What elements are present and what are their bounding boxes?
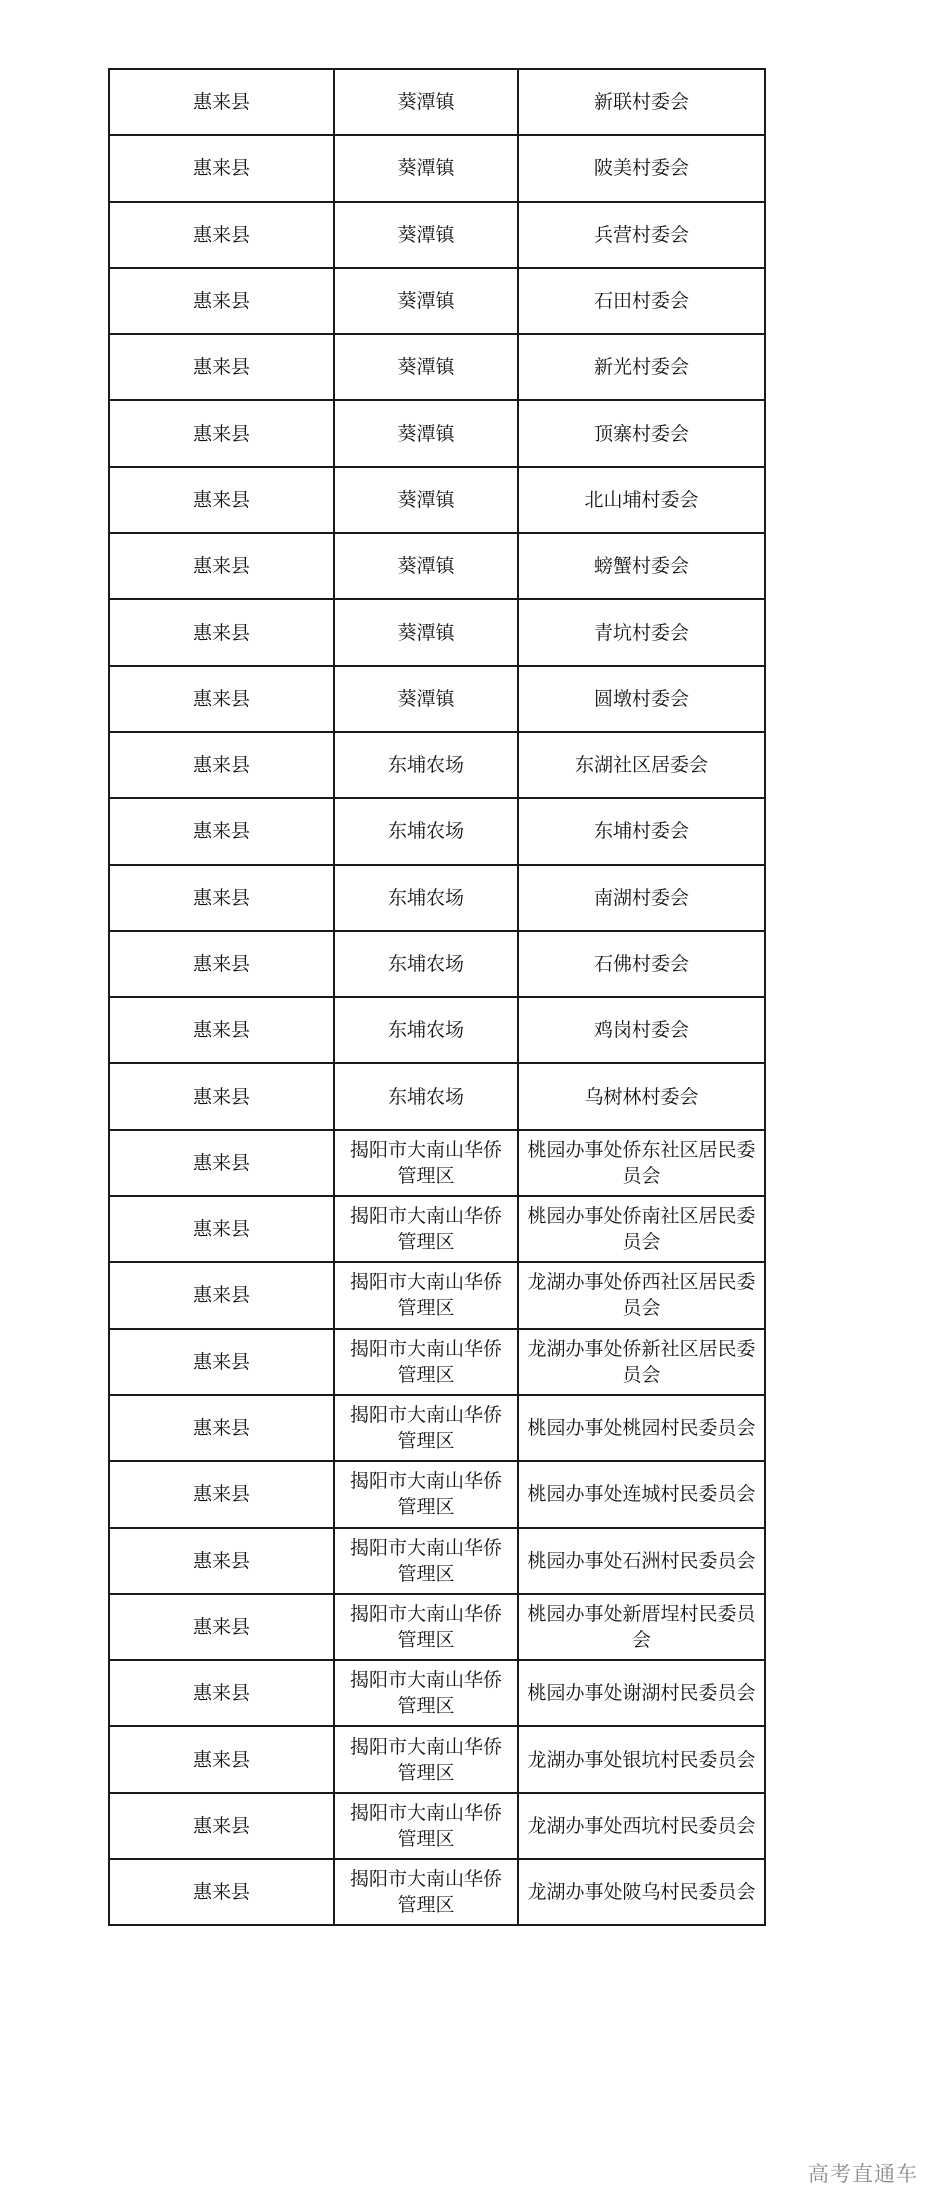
county-cell: 惠来县	[109, 1130, 334, 1196]
county-cell: 惠来县	[109, 334, 334, 400]
table-row	[109, 1660, 765, 1726]
table-row	[109, 798, 765, 864]
table-row	[109, 135, 765, 201]
town-cell: 揭阳市大南山华侨管理区	[334, 1528, 518, 1594]
committee-cell: 桃园办事处石洲村民委员会	[518, 1528, 765, 1594]
county-cell: 惠来县	[109, 1063, 334, 1129]
table-row	[109, 1793, 765, 1859]
committee-cell: 桃园办事处侨东社区居民委员会	[518, 1130, 765, 1196]
town-cell: 东埔农场	[334, 865, 518, 931]
county-cell: 惠来县	[109, 533, 334, 599]
committee-cell: 桃园办事处谢湖村民委员会	[518, 1660, 765, 1726]
committee-cell: 龙湖办事处侨新社区居民委员会	[518, 1329, 765, 1395]
county-cell: 惠来县	[109, 69, 334, 135]
table-row	[109, 1395, 765, 1461]
town-cell: 东埔农场	[334, 732, 518, 798]
town-cell: 揭阳市大南山华侨管理区	[334, 1594, 518, 1660]
committee-cell: 圆墩村委会	[518, 666, 765, 732]
table-row	[109, 1594, 765, 1660]
town-cell: 东埔农场	[334, 931, 518, 997]
committee-cell: 桃园办事处连城村民委员会	[518, 1461, 765, 1527]
table-row	[109, 400, 765, 466]
table-row	[109, 732, 765, 798]
committee-cell: 桃园办事处新厝埕村民委员会	[518, 1594, 765, 1660]
committee-cell: 兵营村委会	[518, 202, 765, 268]
committee-cell: 新光村委会	[518, 334, 765, 400]
committee-cell: 龙湖办事处银坑村民委员会	[518, 1726, 765, 1792]
town-cell: 揭阳市大南山华侨管理区	[334, 1329, 518, 1395]
town-cell: 揭阳市大南山华侨管理区	[334, 1726, 518, 1792]
county-cell: 惠来县	[109, 135, 334, 201]
table-row	[109, 931, 765, 997]
table-row	[109, 334, 765, 400]
committee-cell: 北山埔村委会	[518, 467, 765, 533]
county-cell: 惠来县	[109, 1594, 334, 1660]
county-cell: 惠来县	[109, 865, 334, 931]
town-cell: 葵潭镇	[334, 334, 518, 400]
village-committee-table	[108, 68, 766, 1926]
county-cell: 惠来县	[109, 997, 334, 1063]
table-row	[109, 1063, 765, 1129]
county-cell: 惠来县	[109, 732, 334, 798]
county-cell: 惠来县	[109, 1262, 334, 1328]
town-cell: 葵潭镇	[334, 400, 518, 466]
table-row	[109, 599, 765, 665]
county-cell: 惠来县	[109, 467, 334, 533]
table-body	[109, 69, 765, 1925]
county-cell: 惠来县	[109, 1395, 334, 1461]
town-cell: 揭阳市大南山华侨管理区	[334, 1461, 518, 1527]
town-cell: 揭阳市大南山华侨管理区	[334, 1196, 518, 1262]
committee-cell: 南湖村委会	[518, 865, 765, 931]
table-row	[109, 533, 765, 599]
county-cell: 惠来县	[109, 1528, 334, 1594]
table-row	[109, 1528, 765, 1594]
county-cell: 惠来县	[109, 1196, 334, 1262]
town-cell: 葵潭镇	[334, 268, 518, 334]
committee-cell: 东埔村委会	[518, 798, 765, 864]
table-row	[109, 1329, 765, 1395]
table-row	[109, 202, 765, 268]
county-cell: 惠来县	[109, 1660, 334, 1726]
county-cell: 惠来县	[109, 798, 334, 864]
table-row	[109, 1726, 765, 1792]
table-row	[109, 1130, 765, 1196]
county-cell: 惠来县	[109, 268, 334, 334]
town-cell: 东埔农场	[334, 1063, 518, 1129]
town-cell: 揭阳市大南山华侨管理区	[334, 1130, 518, 1196]
table-row	[109, 1196, 765, 1262]
town-cell: 揭阳市大南山华侨管理区	[334, 1395, 518, 1461]
county-cell: 惠来县	[109, 1859, 334, 1925]
county-cell: 惠来县	[109, 666, 334, 732]
town-cell: 葵潭镇	[334, 202, 518, 268]
committee-cell: 乌树林村委会	[518, 1063, 765, 1129]
committee-cell: 桃园办事处桃园村民委员会	[518, 1395, 765, 1461]
table-row	[109, 865, 765, 931]
table-row	[109, 1461, 765, 1527]
committee-cell: 龙湖办事处陂乌村民委员会	[518, 1859, 765, 1925]
county-cell: 惠来县	[109, 202, 334, 268]
committee-cell: 顶寨村委会	[518, 400, 765, 466]
committee-cell: 石田村委会	[518, 268, 765, 334]
committee-cell: 龙湖办事处西坑村民委员会	[518, 1793, 765, 1859]
county-cell: 惠来县	[109, 1726, 334, 1792]
table-row	[109, 467, 765, 533]
table-row	[109, 1859, 765, 1925]
committee-cell: 螃蟹村委会	[518, 533, 765, 599]
county-cell: 惠来县	[109, 931, 334, 997]
table-row	[109, 1262, 765, 1328]
town-cell: 葵潭镇	[334, 599, 518, 665]
county-cell: 惠来县	[109, 1461, 334, 1527]
committee-cell: 桃园办事处侨南社区居民委员会	[518, 1196, 765, 1262]
committee-cell: 青坑村委会	[518, 599, 765, 665]
town-cell: 揭阳市大南山华侨管理区	[334, 1660, 518, 1726]
town-cell: 葵潭镇	[334, 533, 518, 599]
table-row	[109, 997, 765, 1063]
town-cell: 东埔农场	[334, 997, 518, 1063]
county-cell: 惠来县	[109, 1329, 334, 1395]
county-cell: 惠来县	[109, 599, 334, 665]
committee-cell: 石佛村委会	[518, 931, 765, 997]
committee-cell: 东湖社区居委会	[518, 732, 765, 798]
table-row	[109, 69, 765, 135]
table-row	[109, 666, 765, 732]
town-cell: 东埔农场	[334, 798, 518, 864]
town-cell: 葵潭镇	[334, 666, 518, 732]
table-row	[109, 268, 765, 334]
committee-cell: 鸡岗村委会	[518, 997, 765, 1063]
village-committee-table-container	[108, 68, 764, 1926]
county-cell: 惠来县	[109, 1793, 334, 1859]
town-cell: 揭阳市大南山华侨管理区	[334, 1859, 518, 1925]
town-cell: 葵潭镇	[334, 69, 518, 135]
town-cell: 葵潭镇	[334, 467, 518, 533]
watermark-text: 高考直通车	[808, 2162, 918, 2186]
town-cell: 揭阳市大南山华侨管理区	[334, 1793, 518, 1859]
town-cell: 揭阳市大南山华侨管理区	[334, 1262, 518, 1328]
county-cell: 惠来县	[109, 400, 334, 466]
committee-cell: 新联村委会	[518, 69, 765, 135]
town-cell: 葵潭镇	[334, 135, 518, 201]
committee-cell: 陂美村委会	[518, 135, 765, 201]
committee-cell: 龙湖办事处侨西社区居民委员会	[518, 1262, 765, 1328]
